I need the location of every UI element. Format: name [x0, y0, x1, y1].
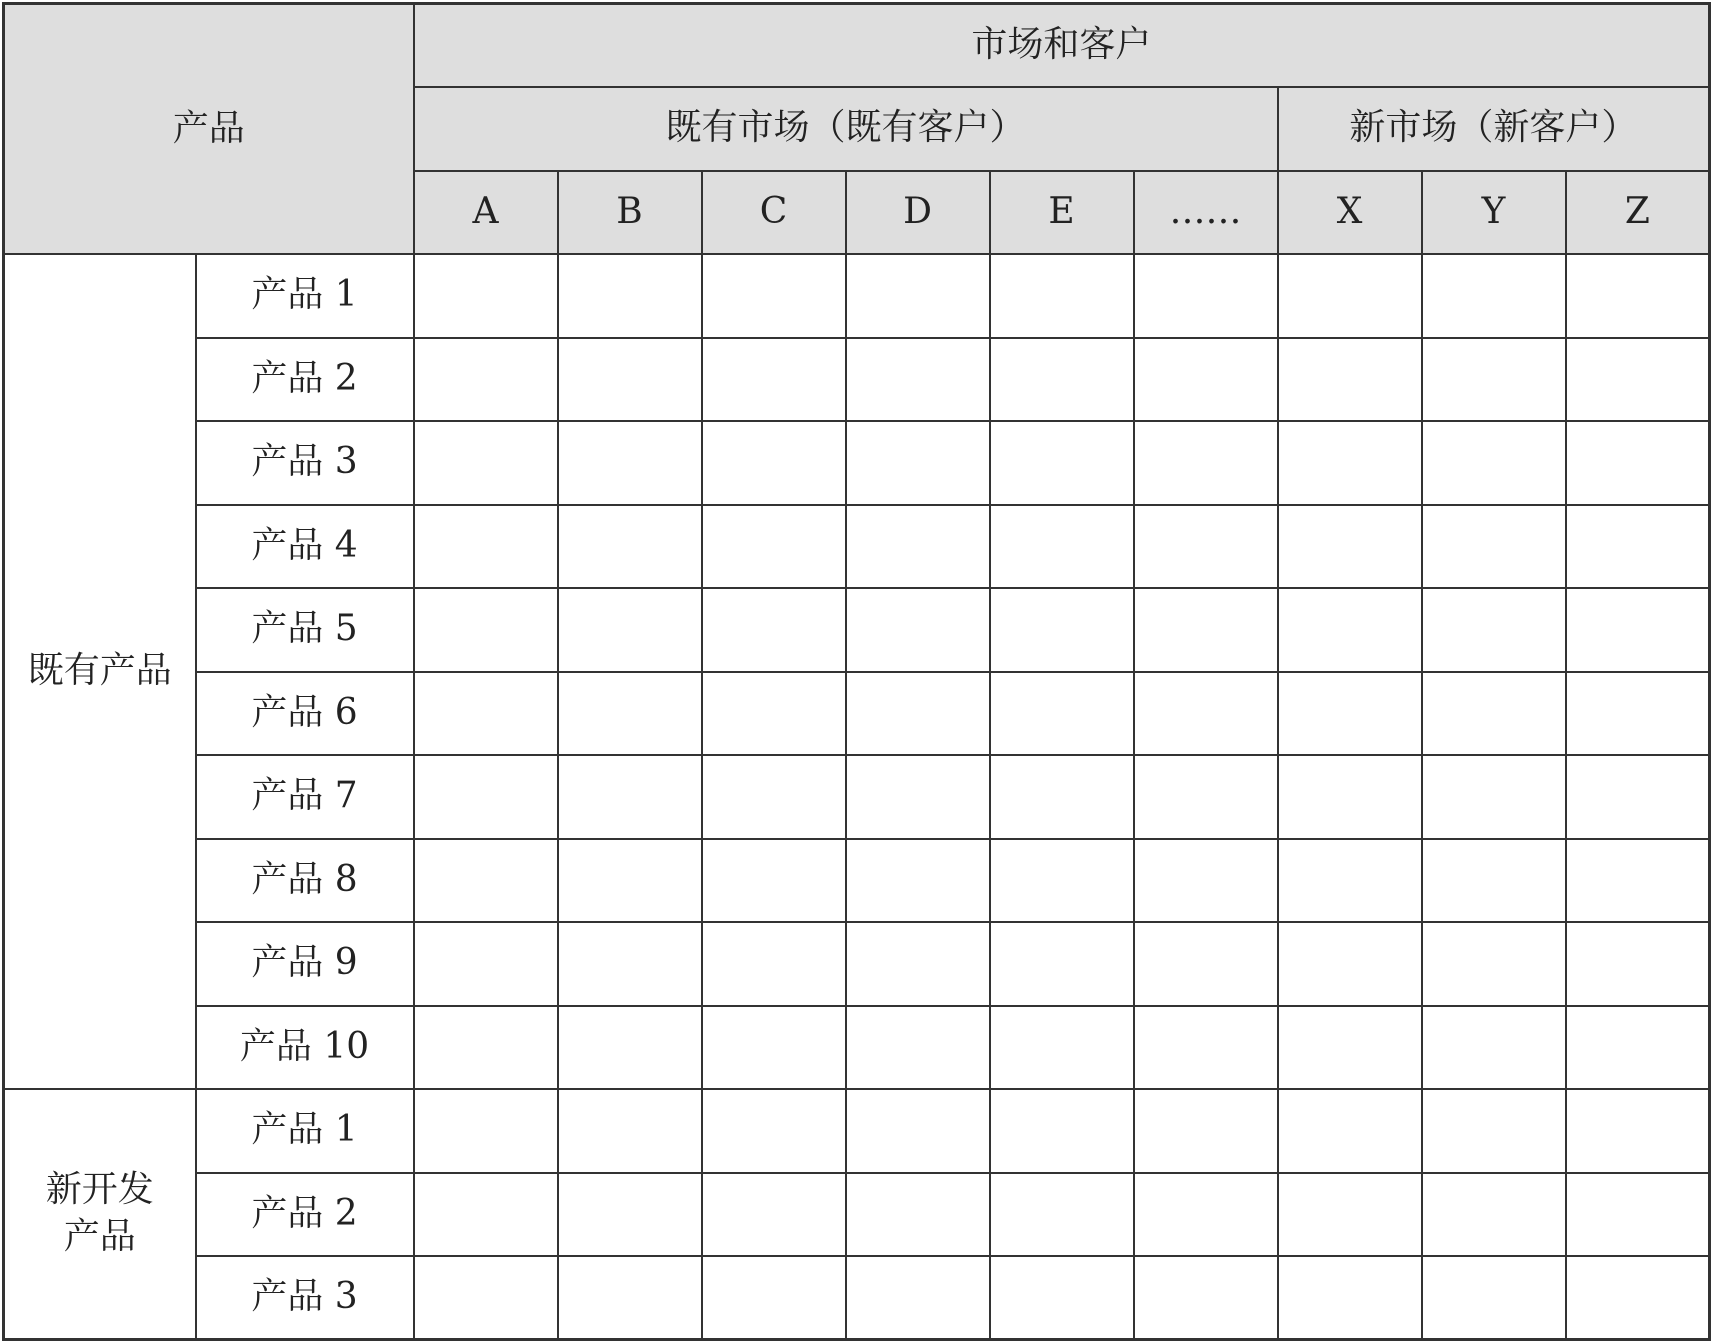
matrix-cell [702, 922, 846, 1006]
product-label: 产品 8 [196, 839, 414, 923]
matrix-cell [558, 922, 702, 1006]
matrix-cell [414, 1006, 558, 1090]
matrix-cell [1422, 1089, 1566, 1173]
matrix-cell [1278, 922, 1422, 1006]
matrix-cell [558, 1089, 702, 1173]
new-market-header: 新市场（新客户） [1278, 87, 1710, 171]
matrix-cell [990, 505, 1134, 589]
matrix-cell [1278, 672, 1422, 756]
matrix-cell [558, 672, 702, 756]
header-row-1 [4, 4, 1710, 88]
matrix-cell [990, 672, 1134, 756]
matrix-cell [1134, 505, 1278, 589]
matrix-cell [414, 338, 558, 422]
matrix-cell [702, 338, 846, 422]
product-label: 产品 4 [196, 505, 414, 589]
column-header: Y [1422, 171, 1566, 255]
matrix-cell [1134, 421, 1278, 505]
product-market-matrix [2, 2, 1711, 1341]
matrix-cell [1422, 254, 1566, 338]
matrix-cell [1566, 421, 1710, 505]
matrix-cell [558, 421, 702, 505]
product-label: 产品 3 [196, 1256, 414, 1340]
product-label: 产品 6 [196, 672, 414, 756]
matrix-cell [846, 1256, 990, 1340]
column-header: E [990, 171, 1134, 255]
table-row [4, 588, 1710, 672]
column-header: Z [1566, 171, 1710, 255]
matrix-cell [558, 1173, 702, 1257]
matrix-cell [1422, 1256, 1566, 1340]
matrix-cell [990, 922, 1134, 1006]
table-row [4, 254, 1710, 338]
column-header: C [702, 171, 846, 255]
matrix-cell [1422, 421, 1566, 505]
matrix-cell [558, 1006, 702, 1090]
matrix-cell [1422, 672, 1566, 756]
matrix-cell [414, 1089, 558, 1173]
matrix-cell [702, 1173, 846, 1257]
matrix-cell [558, 588, 702, 672]
product-label: 产品 2 [196, 1173, 414, 1257]
matrix-cell [414, 1173, 558, 1257]
table-row [4, 1173, 1710, 1257]
matrix-cell [414, 505, 558, 589]
matrix-cell [558, 755, 702, 839]
existing-market-header: 既有市场（既有客户） [414, 87, 1278, 171]
table-row [4, 338, 1710, 422]
matrix-cell [1566, 1173, 1710, 1257]
matrix-cell [1566, 922, 1710, 1006]
matrix-cell [1134, 1256, 1278, 1340]
matrix-cell [1134, 839, 1278, 923]
matrix-cell [1422, 839, 1566, 923]
matrix-cell [1278, 588, 1422, 672]
matrix-cell [1422, 922, 1566, 1006]
group-label: 新开发 产品 [4, 1089, 196, 1340]
matrix-cell [702, 1006, 846, 1090]
matrix-cell [846, 254, 990, 338]
matrix-cell [1422, 755, 1566, 839]
matrix-cell [558, 254, 702, 338]
table-row [4, 1256, 1710, 1340]
matrix-cell [990, 338, 1134, 422]
matrix-cell [702, 505, 846, 589]
column-header: X [1278, 171, 1422, 255]
column-header: D [846, 171, 990, 255]
table-row [4, 672, 1710, 756]
matrix-cell [1566, 672, 1710, 756]
matrix-cell [990, 1006, 1134, 1090]
table-row [4, 839, 1710, 923]
matrix-cell [1134, 1173, 1278, 1257]
product-label: 产品 1 [196, 1089, 414, 1173]
matrix-cell [1134, 254, 1278, 338]
matrix-cell [990, 421, 1134, 505]
table-row [4, 1006, 1710, 1090]
table-row [4, 922, 1710, 1006]
matrix-cell [846, 922, 990, 1006]
matrix-cell [1566, 338, 1710, 422]
matrix-cell [846, 672, 990, 756]
matrix-cell [846, 1173, 990, 1257]
matrix-cell [702, 1256, 846, 1340]
matrix-cell [846, 588, 990, 672]
column-header: A [414, 171, 558, 255]
matrix-cell [1278, 1006, 1422, 1090]
matrix-cell [846, 755, 990, 839]
matrix-cell [1278, 254, 1422, 338]
table-row [4, 505, 1710, 589]
product-label: 产品 7 [196, 755, 414, 839]
matrix-cell [702, 1089, 846, 1173]
matrix-cell [990, 254, 1134, 338]
matrix-cell [990, 1089, 1134, 1173]
product-label: 产品 3 [196, 421, 414, 505]
market-customer-header: 市场和客户 [414, 4, 1710, 88]
table-row [4, 421, 1710, 505]
matrix-cell [1134, 755, 1278, 839]
matrix-cell [1566, 1089, 1710, 1173]
matrix-cell [1566, 755, 1710, 839]
matrix-cell [846, 839, 990, 923]
matrix-cell [702, 254, 846, 338]
matrix-cell [1566, 1256, 1710, 1340]
product-label: 产品 9 [196, 922, 414, 1006]
matrix-cell [1134, 338, 1278, 422]
matrix-cell [1134, 672, 1278, 756]
matrix-cell [414, 672, 558, 756]
matrix-cell [558, 505, 702, 589]
matrix-cell [990, 1173, 1134, 1257]
column-header: B [558, 171, 702, 255]
matrix-cell [846, 421, 990, 505]
matrix-cell [1278, 1173, 1422, 1257]
matrix-cell [558, 338, 702, 422]
matrix-cell [1422, 338, 1566, 422]
table-row [4, 1089, 1710, 1173]
group-label: 既有产品 [4, 254, 196, 1089]
product-label: 产品 2 [196, 338, 414, 422]
matrix-cell [558, 839, 702, 923]
matrix-cell [846, 338, 990, 422]
product-label: 产品 10 [196, 1006, 414, 1090]
matrix-cell [1566, 588, 1710, 672]
matrix-cell [990, 755, 1134, 839]
matrix-cell [414, 254, 558, 338]
product-label: 产品 1 [196, 254, 414, 338]
matrix-cell [414, 421, 558, 505]
matrix-cell [990, 839, 1134, 923]
matrix-cell [1278, 338, 1422, 422]
product-header: 产品 [4, 4, 414, 255]
matrix-cell [702, 421, 846, 505]
matrix-cell [414, 755, 558, 839]
table-row [4, 755, 1710, 839]
matrix-cell [1278, 1256, 1422, 1340]
matrix-cell [1134, 588, 1278, 672]
matrix-cell [1422, 1173, 1566, 1257]
matrix-cell [1278, 755, 1422, 839]
matrix-cell [1278, 505, 1422, 589]
matrix-cell [1278, 1089, 1422, 1173]
matrix-cell [1278, 421, 1422, 505]
matrix-cell [702, 588, 846, 672]
matrix-cell [1422, 505, 1566, 589]
product-label: 产品 5 [196, 588, 414, 672]
matrix-cell [846, 1089, 990, 1173]
matrix-cell [558, 1256, 702, 1340]
matrix-cell [414, 588, 558, 672]
matrix-cell [1134, 1006, 1278, 1090]
matrix-cell [1566, 505, 1710, 589]
matrix-cell [1134, 922, 1278, 1006]
matrix-cell [1422, 1006, 1566, 1090]
matrix-cell [414, 922, 558, 1006]
matrix-cell [414, 839, 558, 923]
matrix-cell [846, 505, 990, 589]
matrix-cell [1422, 588, 1566, 672]
matrix-cell [702, 839, 846, 923]
matrix-cell [990, 588, 1134, 672]
matrix-cell [702, 755, 846, 839]
matrix-cell [414, 1256, 558, 1340]
matrix-cell [702, 672, 846, 756]
matrix-cell [1566, 839, 1710, 923]
matrix-cell [1278, 839, 1422, 923]
matrix-cell [1134, 1089, 1278, 1173]
matrix-cell [990, 1256, 1134, 1340]
matrix-cell [1566, 1006, 1710, 1090]
matrix-cell [1566, 254, 1710, 338]
matrix-cell [846, 1006, 990, 1090]
column-header: …… [1134, 171, 1278, 255]
